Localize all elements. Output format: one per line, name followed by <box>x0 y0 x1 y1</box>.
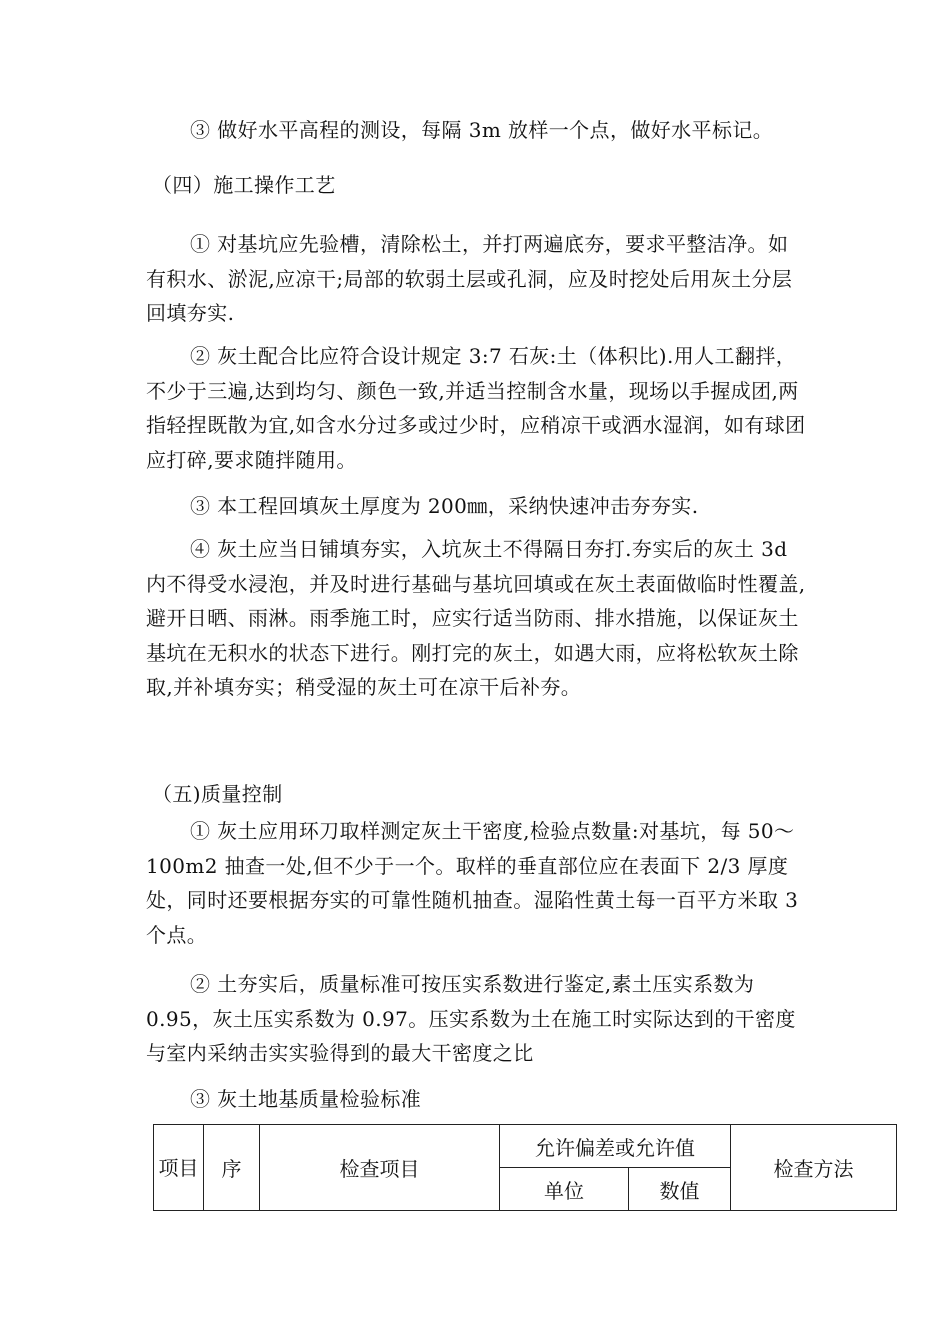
header-check-item: 检查项目 <box>260 1125 500 1211</box>
paragraph-backfill-thickness: ③ 本工程回填灰土厚度为 200㎜，采纳快速冲击夯夯实. <box>190 494 699 518</box>
header-value: 数值 <box>629 1168 731 1211</box>
section-heading-construction-process: （四）施工操作工艺 <box>152 173 336 197</box>
quality-standard-table <box>153 1124 897 1211</box>
paragraph-density-sampling: ① 灰土应用环刀取样测定灰土干密度,检验点数量:对基坑，每 50～100m2 抽查一处,但不少于一个。取样的垂直部位应在表面下 2/3 厚度处，同时还要根据夯实的可靠性随机抽查。湿陷性黄土每一百平方米取 3 个点。 <box>146 819 799 947</box>
paragraph-table-caption: ③ 灰土地基质量检验标准 <box>190 1087 422 1111</box>
header-item: 项目 <box>154 1125 204 1211</box>
header-tolerance: 允许偏差或允许值 <box>500 1125 731 1168</box>
paragraph-compaction-coefficient: ② 土夯实后，质量标准可按压实系数进行鉴定,素土压实系数为 0.95，灰土压实系数为 0.97。压实系数为土在施工时实际达到的干密度与室内采纳击实实验得到的最大干密度之比 <box>146 972 796 1065</box>
table-header-row <box>154 1125 897 1168</box>
paragraph-same-day-compaction: ④ 灰土应当日铺填夯实，入坑灰土不得隔日夯打.夯实后的灰土 3d 内不得受水浸泡，并及时进行基础与基坑回填或在灰土表面做临时性覆盖,避开日晒、雨淋。雨季施工时，应实行适当防雨、排水措施，以保证灰土基坑在无积水的状态下进行。刚打完的灰土，如遇大雨，应将松软灰土除取,并补填夯实；稍受湿的灰土可在凉干后补夯。 <box>146 537 806 699</box>
paragraph-level-marking: ③ 做好水平高程的测设，每隔 3m 放样一个点，做好水平标记。 <box>190 118 774 142</box>
header-seq: 序 <box>204 1125 260 1211</box>
header-method: 检查方法 <box>731 1125 897 1211</box>
header-unit: 单位 <box>500 1168 629 1211</box>
paragraph-mix-ratio: ② 灰土配合比应符合设计规定 3:7 石灰:土（体积比).用人工翻拌，不少于三遍,达到均匀、颜色一致,并适当控制含水量，现场以手握成团,两指轻捏既散为宜,如含水分过多或过少时，应稍凉干或洒水湿润，如有球团应打碎,要求随拌随用。 <box>146 344 806 472</box>
paragraph-pit-inspection: ① 对基坑应先验槽，清除松土，并打两遍底夯，要求平整洁净。如有积水、淤泥,应凉干;局部的软弱土层或孔洞，应及时挖处后用灰土分层回填夯实. <box>146 232 793 325</box>
section-heading-quality-control: （五)质量控制 <box>152 782 283 806</box>
